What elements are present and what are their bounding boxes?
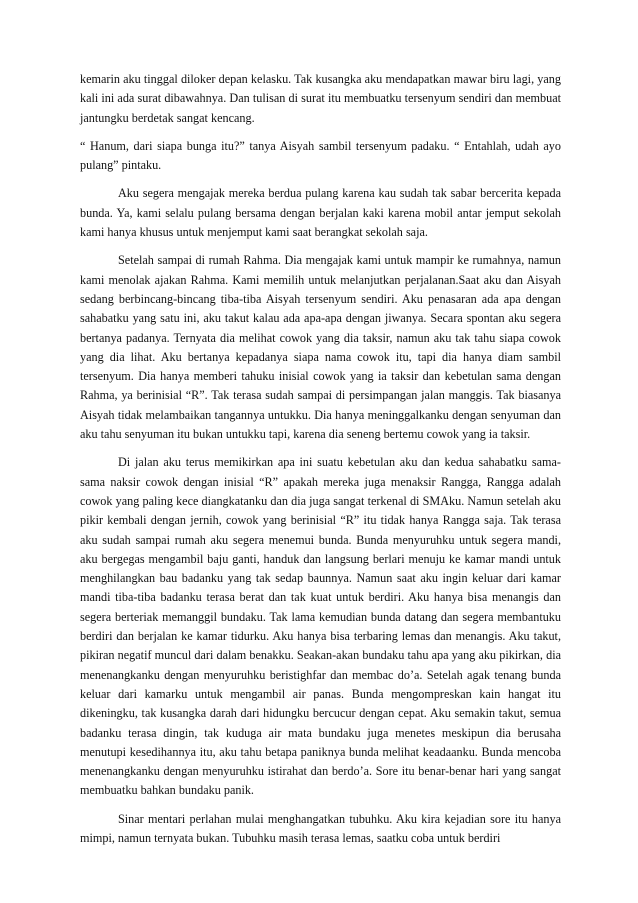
paragraph-5: Di jalan aku terus memikirkan apa ini suatu kebetulan aku dan kedua sahabatku sama-sama naksir cowok dengan inisial “R” apakah mereka juga menaksir Rangga, Rangga adalah cowok yang paling kece diangkatanku dan dia juga sangat terkenal di SMAku. Namun setelah aku pikir kembali dengan jernih, cowok yang berinisial “R” itu tidak hanya Rangga saja. Tak terasa aku sudah sampai rumah aku segera menemui bunda. Bunda menyuruhku untuk segera mandi, aku bergegas mengambil baju ganti, handuk dan langsung berlari menuju ke kamar mandi untuk menghilangkan bau badanku yang tak sedap baunnya. Namun saat aku ingin keluar dari kamar mandi tiba-tiba badanku terasa berat dan tak kuat untuk berdiri. Aku hanya bisa menangis dan segera berteriak memanggil bundaku. Tak lama kemudian bunda datang dan segera membantuku berdiri dan berjalan ke kamar tidurku. Aku hanya bisa terbaring lemas dan menangis. Aku takut, pikiran negatif muncul dari dalam benakku. Seakan-akan bundaku tahu apa yang aku pikirkan, dia menenangkanku dengan menyuruhku beristighfar dan membac do’a. Setelah agak tenang bunda keluar dari kamarku untuk mengambil air panas. Bunda mengompreskan kain hangat itu dikeningku, tak kusangka darah dari hidungku bercucur dengan cepat. Aku semakin takut, semua badanku terasa dingin, tak kuduga air mata bundaku juga menetes meskipun dia berusaha menutupi kesedihannya itu, aku tahu betapa paniknya bunda melihat keadaanku. Bunda mencoba menenangkanku dengan menyuruhku istirahat dan berdo’a. Sore itu benar-benar hari yang sangat membuatku bahkan bundaku panik. xyxy=(80,455,561,798)
paragraph-6: Sinar mentari perlahan mulai menghangatkan tubuhku. Aku kira kejadian sore itu hanya mimpi, namun ternyata bukan. Tubuhku masih terasa lemas, saatku coba untuk berdiri xyxy=(80,811,561,845)
paragraph-2: “ Hanum, dari siapa bunga itu?” tanya Aisyah sambil tersenyum padaku. “ Entahlah, udah ayo pulang” pintaku. xyxy=(80,138,561,173)
paragraph-3: Aku segera mengajak mereka berdua pulang karena kau sudah tak sabar bercerita kepada bunda. Ya, kami selalu pulang bersama dengan berjalan kaki karena mobil antar jemput sekolah kami hanya khusus untuk menjemput kami saat berangkat sekolah saja. xyxy=(80,186,561,240)
paragraph-1: kemarin aku tinggal diloker depan kelasku. Tak kusangka aku mendapatkan mawar biru lagi, yang kali ini ada surat dibawahnya. Dan tulisan di surat itu membuatku tersenyum sendiri dan membuat jantungku berdetak sangat kencang. xyxy=(80,72,561,125)
paragraph-4: Setelah sampai di rumah Rahma. Dia mengajak kami untuk mampir ke rumahnya, namun kami menolak ajakan Rahma. Kami memilih untuk melanjutkan perjalanan.Saat aku dan Aisyah sedang berbincang-bincang tiba-tiba Aisyah tersenyum sendiri. Aku penasaran ada apa dengan sahabatku yang satu ini, aku takut kalau ada apa-apa dengan jiwanya. Secara spontan aku segera bertanya padanya. Ternyata dia melihat cowok yang dia taksir, namun aku tak tahu siapa cowok yang dia lihat. Aku bertanya kepadanya siapa nama cowok itu, tapi dia hanya diam sambil tersenyum. Dia hanya memberi tahuku inisial cowok yang ia taksir dan kebetulan sama dengan Rahma, ya berinisial “R”. Tak terasa sudah sampai di persimpangan jalan manggis. Tak biasanya Aisyah tidak melambaikan tangannya untukku. Dia hanya meninggalkanku dengan senyuman dan aku tahu senyuman itu bukan untukku tapi, karena dia seneng bertemu cowok yang ia taksir. xyxy=(80,253,561,442)
document-page xyxy=(80,70,561,857)
